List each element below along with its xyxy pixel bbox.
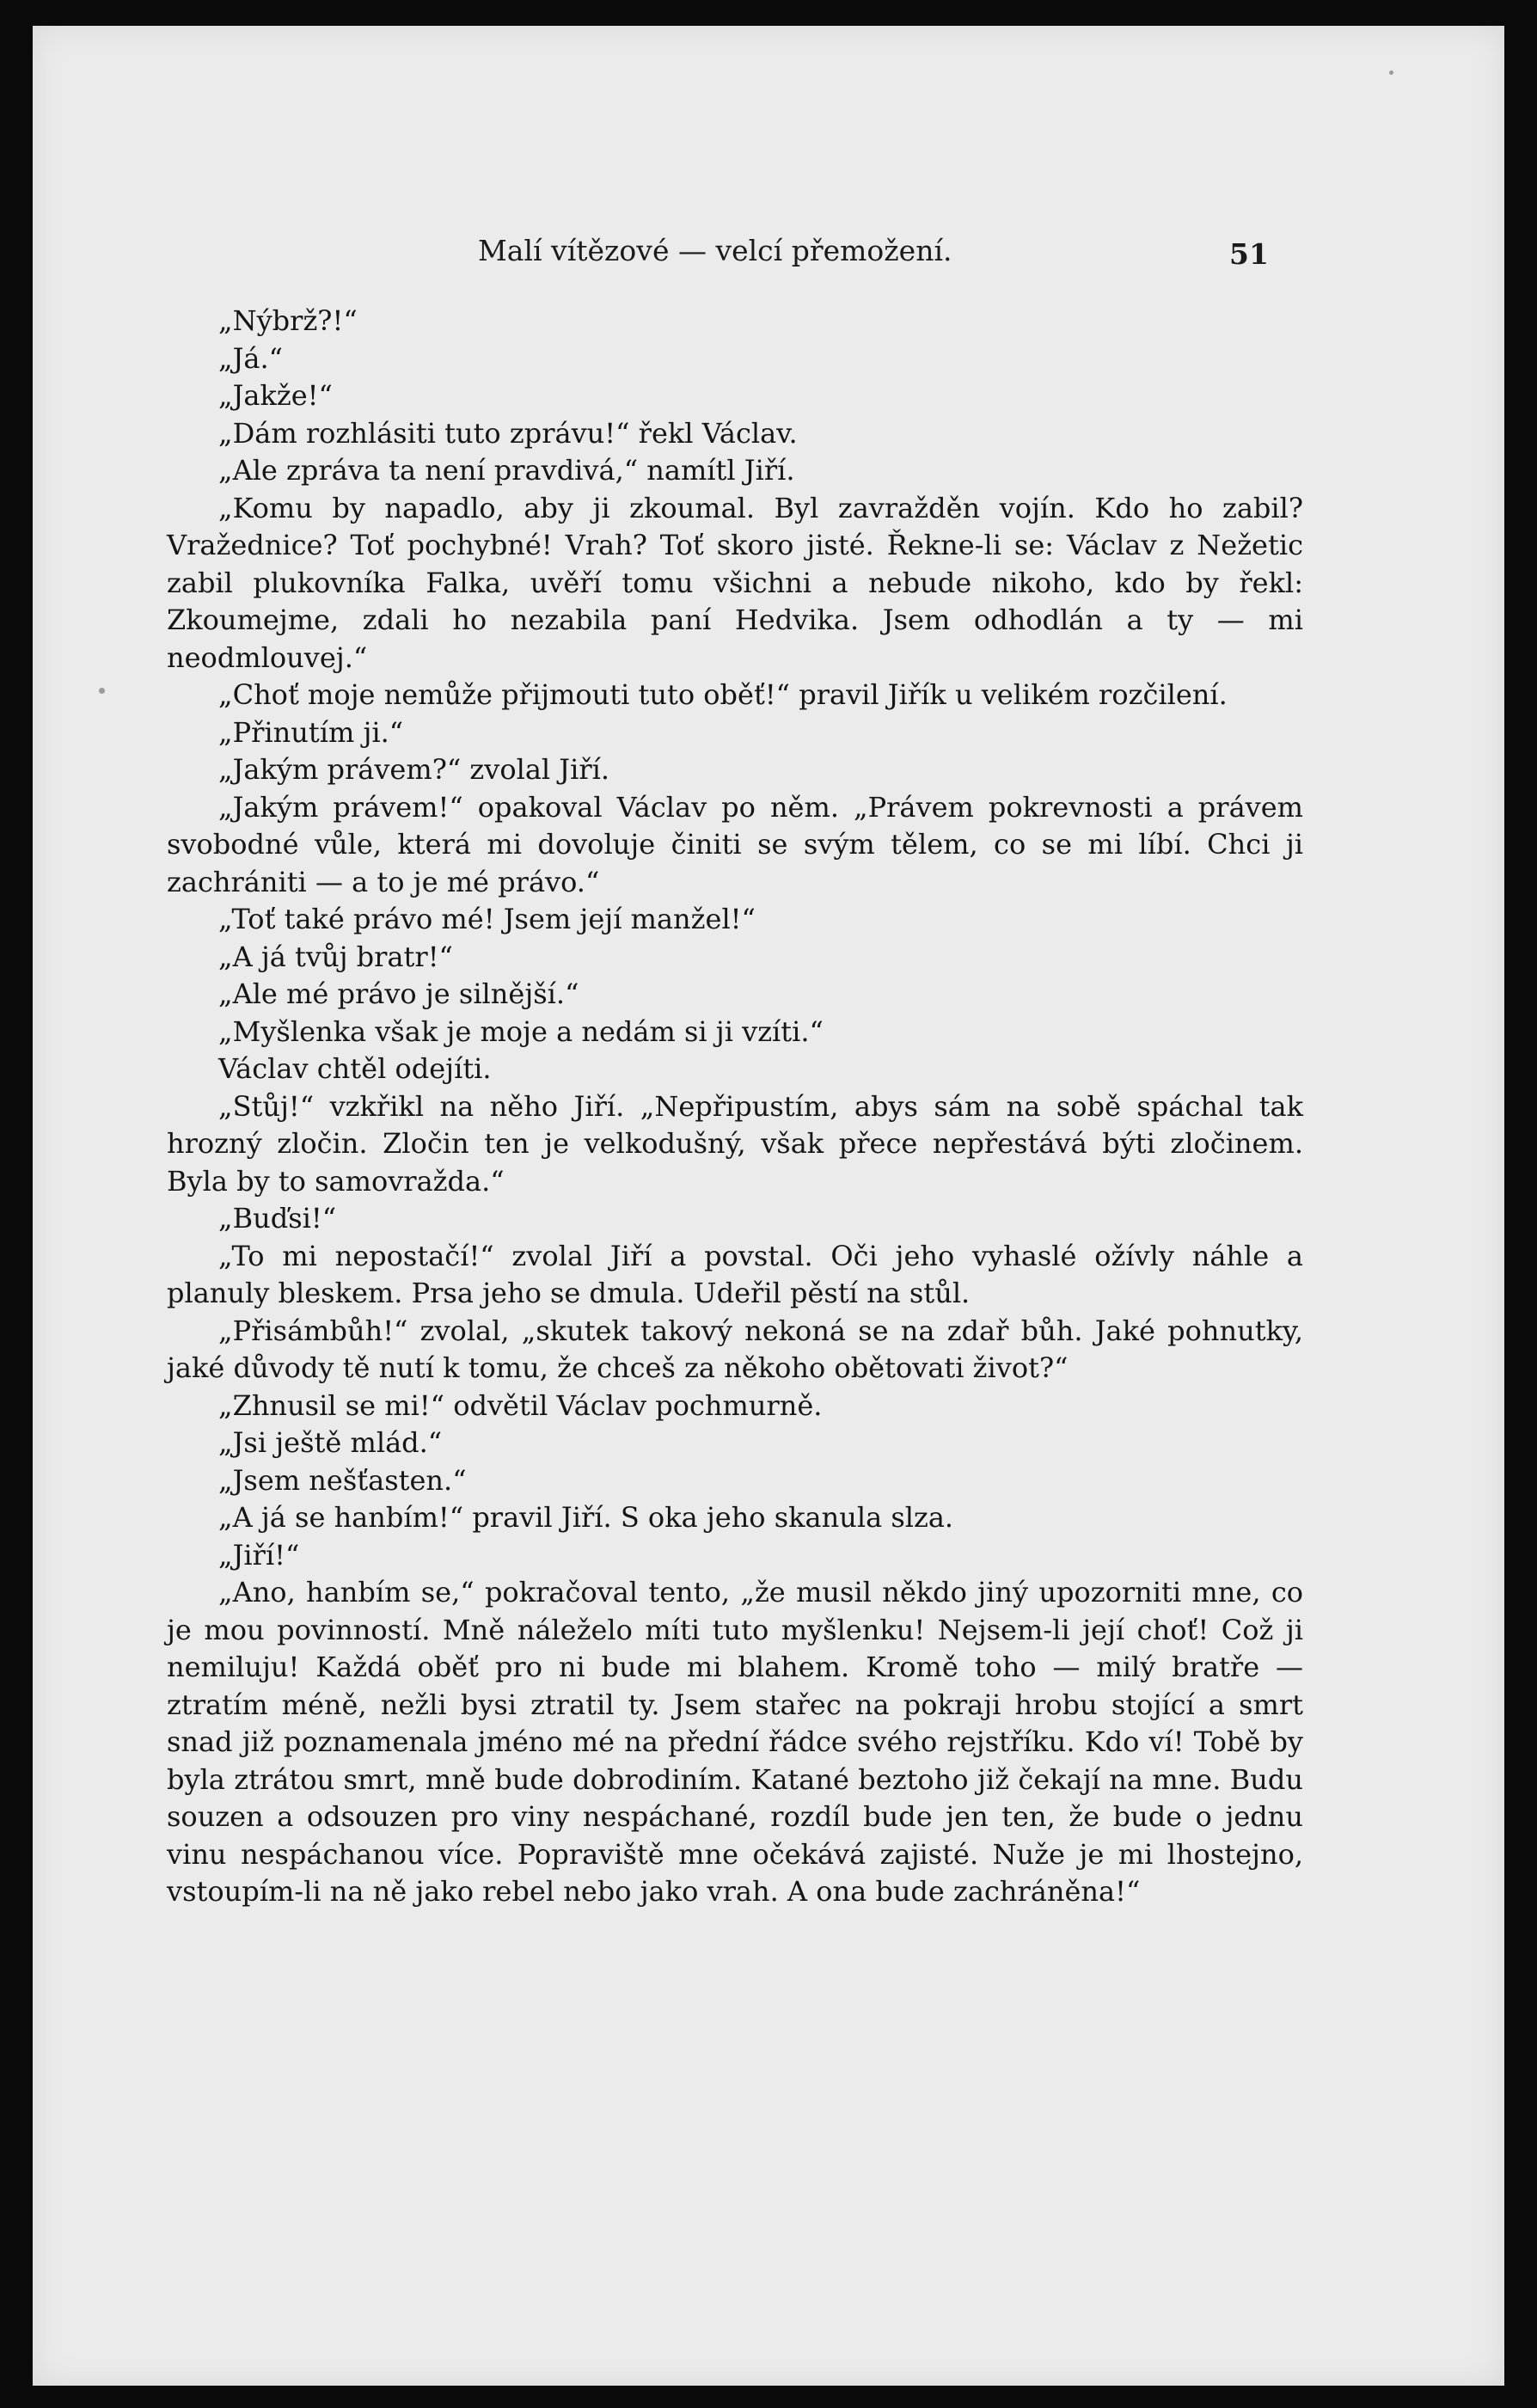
paragraph: „Přinutím ji.“ (218, 715, 404, 749)
book-page (33, 26, 1504, 2386)
paragraph: „Jiří!“ (218, 1538, 300, 1572)
paragraph: „Buďsi!“ (218, 1202, 337, 1235)
paragraph: „Ale mé právo je silnější.“ (218, 977, 579, 1010)
paragraph: „Toť také právo mé! Jsem její manžel!“ (218, 903, 756, 935)
paragraph: „To mi nepostačí!“ zvolal Jiří a povstal. Oči jeho vyhaslé ožívly náhle a planuly bleskem. Prsa jeho se dmula. Udeřil pěstí na stůl. (167, 1239, 1303, 1309)
scan-speck (1389, 70, 1393, 75)
paragraph: „Ano, hanbím se,“ pokračoval tento, „že musil někdo jiný upozorniti mne, co je mou povinností. Mně náleželo míti tuto myšlenku! Nejsem-li její choť! Což ji nemiluju! Každá oběť pro ni bude mi blahem. Kromě toho — milý bratře — ztratím méně, nežli bysi ztratil ty. Jsem stařec na pokraji hrobu stojící a smrt snad již poznamenala jméno mé na přední řádce svého rejstříku. Kdo ví! Tobě by byla ztrátou smrt, mně bude dobrodiním. Katané beztoho již čekají na mne. Budu souzen a odsouzen pro viny nespáchané, rozdíl bude jen ten, že bude o jednu vinu nespáchanou více. Popraviště mne očekává zajisté. Nuže je mi lhostejno, vstoupím-li na ně jako rebel nebo jako vrah. A ona bude zachráněna!“ (167, 1576, 1303, 1908)
paragraph: Václav chtěl odejíti. (218, 1052, 492, 1085)
paragraph: „Nýbrž?!“ (218, 304, 358, 337)
body-text (167, 303, 1303, 1911)
paragraph: „Já.“ (218, 341, 284, 375)
paragraph: „Přisámbůh!“ zvolal, „skutek takový nekoná se na zdař bůh. Jaké pohnutky, jaké důvody tě nutí k tomu, že chceš za někoho obětovati život?“ (167, 1314, 1303, 1384)
paragraph: „Myšlenka však je moje a nedám si ji vzíti.“ (218, 1014, 824, 1048)
paragraph: „Jakým právem!“ opakoval Václav po něm. „Právem pokrevnosti a právem svobodné vůle, která mi dovoluje činiti se svým tělem, co se mi líbí. Chci ji zachrániti — a to je mé právo.“ (167, 790, 1303, 898)
page-number: 51 (1229, 237, 1269, 271)
paragraph: „A já se hanbím!“ pravil Jiří. S oka jeho skanula slza. (218, 1501, 954, 1534)
paragraph: „Komu by napadlo, aby ji zkoumal. Byl zavražděn vojín. Kdo ho zabil? Vražednice? Toť pochybné! Vrah? Toť skoro jisté. Řekne-li se: Václav z Nežetic zabil plukovníka Falka, uvěří tomu všichni a nebude nikoho, kdo by řekl: Zkoumejme, zdali ho nezabila paní Hedvika. Jsem odhodlán a ty — mi neodmlouvej.“ (167, 491, 1303, 674)
paragraph: „Stůj!“ vzkřikl na něho Jiří. „Nepřipustím, abys sám na sobě spáchal tak hrozný zločin. Zločin ten je velkodušný, však přece nepřestává býti zločinem. Byla by to samovražda.“ (167, 1089, 1303, 1198)
paragraph: „A já tvůj bratr!“ (218, 940, 453, 973)
paragraph: „Zhnusil se mi!“ odvětil Václav pochmurně. (218, 1388, 823, 1422)
scan-speck (99, 688, 105, 694)
running-title: Malí vítězové — velcí přemožení. (478, 234, 952, 267)
paragraph: „Jsi ještě mlád.“ (218, 1426, 443, 1459)
paragraph: „Choť moje nemůže přijmouti tuto oběť!“ pravil Jiřík u velikém rozčilení. (218, 678, 1228, 711)
paragraph: „Dám rozhlásiti tuto zprávu!“ řekl Václav. (218, 416, 798, 450)
paragraph: „Jakže!“ (218, 379, 333, 412)
paragraph: „Jsem nešťasten.“ (218, 1463, 467, 1497)
paragraph: „Ale zpráva ta není pravdivá,“ namítl Jiří. (218, 454, 795, 487)
page-header (33, 234, 1504, 277)
paragraph: „Jakým právem?“ zvolal Jiří. (218, 753, 610, 786)
